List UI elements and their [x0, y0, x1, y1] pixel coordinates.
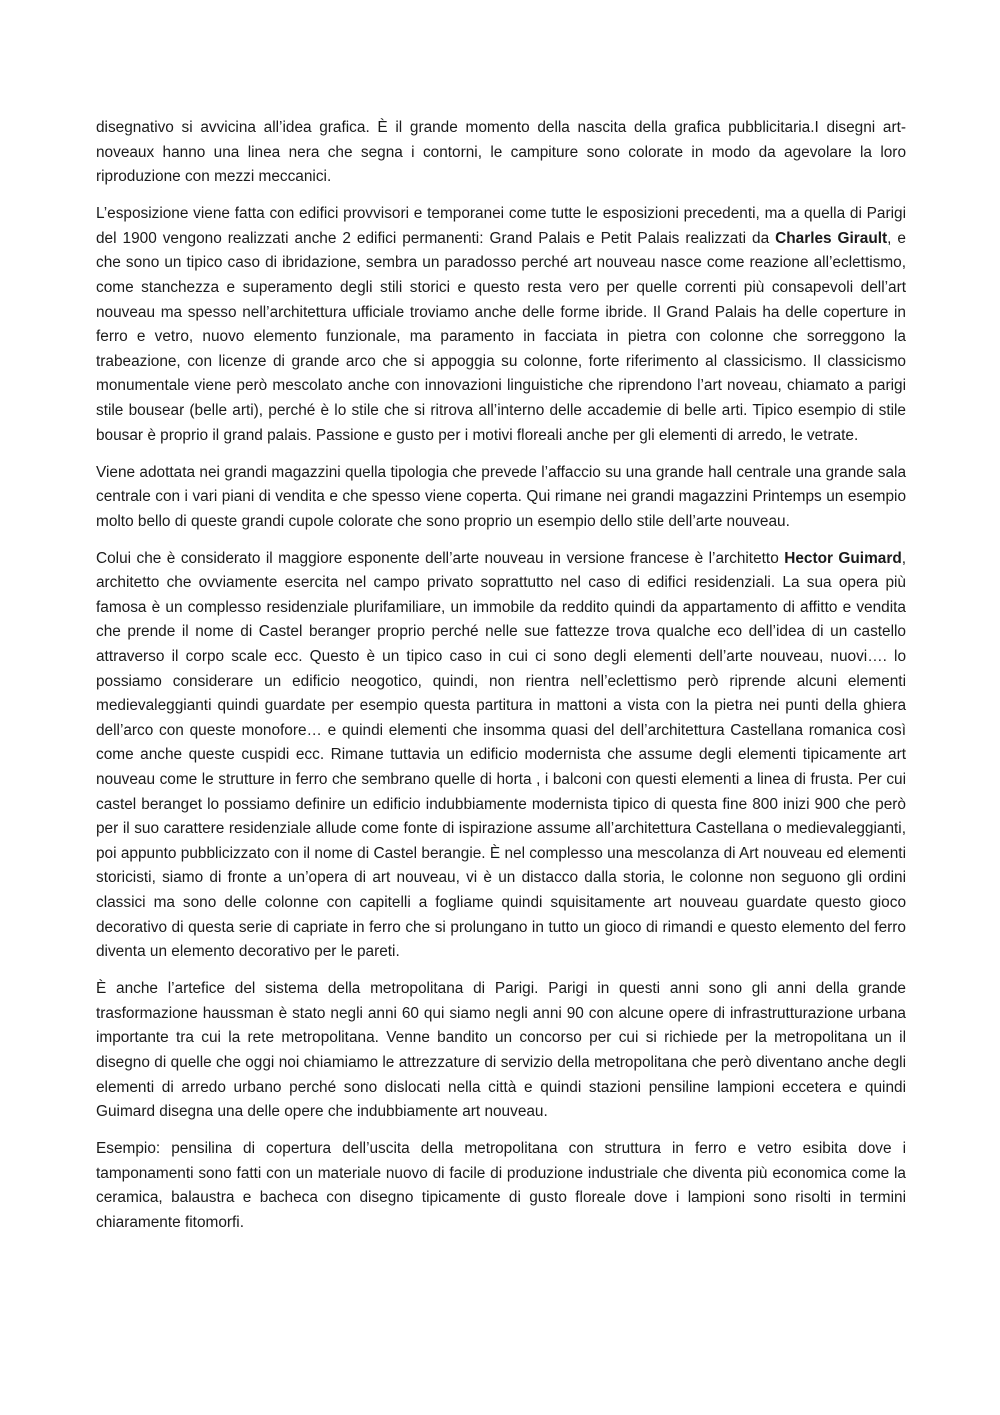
paragraph-guimard	[96, 547, 906, 965]
paragraph-esposizione	[96, 202, 906, 448]
paragraph-grandi-magazzini	[96, 461, 906, 535]
paragraph-esempio	[96, 1137, 906, 1235]
paragraph-text: Viene adottata nei grandi magazzini quella tipologia che prevede l’affaccio su una grande hall centrale una grande sala centrale con i vari piani di vendita e che spesso viene coperta. Qui rimane nei grandi magazzini Printemps un esempio molto bello di queste grandi cupole colorate che sono proprio un esempio dello stile dell’arte nouveau.	[96, 463, 906, 530]
paragraph-text: Colui che è considerato il maggiore esponente dell’arte nouveau in versione francese è l’architetto	[96, 549, 785, 567]
paragraph-text: , architetto che ovviamente esercita nel campo privato soprattutto nel caso di edifici residenziali. La sua opera più famosa è un complesso residenziale plurifamiliare, un immobile da reddito quindi da appartamento di affitto e vendita che prende il nome di Castel beranger proprio perché nelle sue fattezze trova qualche eco dell’idea di un castello attraverso il corpo scale ecc. Questo è un tipico caso in cui ci sono degli elementi dell’arte nouveau, nuovi…. lo possiamo considerare un edificio neogotico, quindi, non rientra nell’eclettismo però riprende alcuni elementi medievaleggianti quindi guardate per esempio questa partitura in mattoni a vista con la pietra nei punti della ghiera dell’arco con queste monofore… e quindi elementi che insomma quasi del dell’architettura Castellana romanica così come anche queste cuspidi ecc. Rimane tuttavia un edificio modernista che assume degli elementi tipicamente art nouveau come le strutture in ferro che sembrano quelle di horta , i balconi con questi elementi a linea di frusta. Per cui castel beranget lo possiamo definire un edificio indubbiamente modernista tipico di questa fine 800 inizi 900 che però per il suo carattere residenziale allude come fonte di ispirazione assume all’architettura Castellana o medievaleggianti, poi appunto pubblicizzato con il nome di Castel berangie. È nel complesso una mescolanza di Art nouveau ed elementi storicisti, siamo di fronte a un’opera di art nouveau, vi è un distacco dalla storia, le colonne non seguono gli ordini classici ma sono delle colonne con capitelli a fogliame quindi squisitamente art nouveau guardate questo gioco decorativo di questa serie di capriate in ferro che si prolungano in tutto un gioco di rimandi e questo elemento del ferro diventa un elemento decorativo per le pareti.	[96, 549, 906, 961]
paragraph-text: L’esposizione viene fatta con edifici provvisori e temporanei come tutte le esposizioni precedenti, ma a quella di Parigi del 1900 vengono realizzati anche 2 edifici permanenti: Grand Palais e Petit Palais realizzati da	[96, 205, 906, 247]
paragraph-text: disegnativo si avvicina all’idea grafica. È il grande momento della nascita della grafica pubblicitaria.I disegni art-noveaux hanno una linea nera che segna i contorni, le campiture sono colorate in modo da agevolare la loro riproduzione con mezzi meccanici.	[96, 119, 906, 186]
paragraph-text: , e che sono un tipico caso di ibridazione, sembra un paradosso perché art nouveau nasce come reazione all’eclettismo, come stanchezza e superamento degli stili storici e questo resta vero per quelle correnti più consapevoli dell’art nouveau ma spesso nell’architettura ufficiale troviamo anche delle forme ibride. Il Grand Palais ha delle coperture in ferro e vetro, nuovo elemento funzionale, ma paramento in facciata in pietra con colonne che sorreggono la trabeazione, con licenze di grande arco che si appoggia su colonne, forte riferimento al classicismo. Il classicismo monumentale viene però mescolato anche con innovazioni linguistiche che riprendono l’art noveau, chiamato a parigi stile bousear (belle arti), perché è lo stile che si ritrova all’interno delle accademie di belle arti. Tipico esempio di stile bousar è proprio il grand palais. Passione e gusto per i motivi floreali anche per gli elementi di arredo, le vetrate.	[96, 229, 906, 444]
paragraph-intro	[96, 116, 906, 190]
document-page	[96, 116, 906, 1248]
paragraph-text: Esempio: pensilina di copertura dell’uscita della metropolitana con struttura in ferro e vetro esibita dove i tamponamenti sono fatti con un materiale nuovo di facile di produzione industriale che diventa più economica come la ceramica, balaustra e bacheca con disegno tipicamente di gusto floreale dove i lampioni sono risolti in termini chiaramente fitomorfi.	[96, 1140, 906, 1231]
paragraph-text: È anche l’artefice del sistema della metropolitana di Parigi. Parigi in questi anni sono gli anni della grande trasformazione haussman è stato negli anni 60 qui siamo negli anni 90 con alcune opere di infrastrutturazione urbana importante tra cui la rete metropolitana. Venne bandito un concorso per cui si richiede per la metropolitana un il disegno di quelle che oggi noi chiamiamo le attrezzature di servizio della metropolitana che però diventano anche degli elementi di arredo urbano perché sono dislocati nella città e quindi stazioni pensiline lampioni eccetera e quindi Guimard disegna una delle opere che indubbiamente art nouveau.	[96, 980, 906, 1121]
bold-name-hector-guimard: Hector Guimard	[784, 549, 902, 567]
paragraph-metropolitana	[96, 977, 906, 1125]
bold-name-charles-girault: Charles Girault	[775, 229, 888, 247]
